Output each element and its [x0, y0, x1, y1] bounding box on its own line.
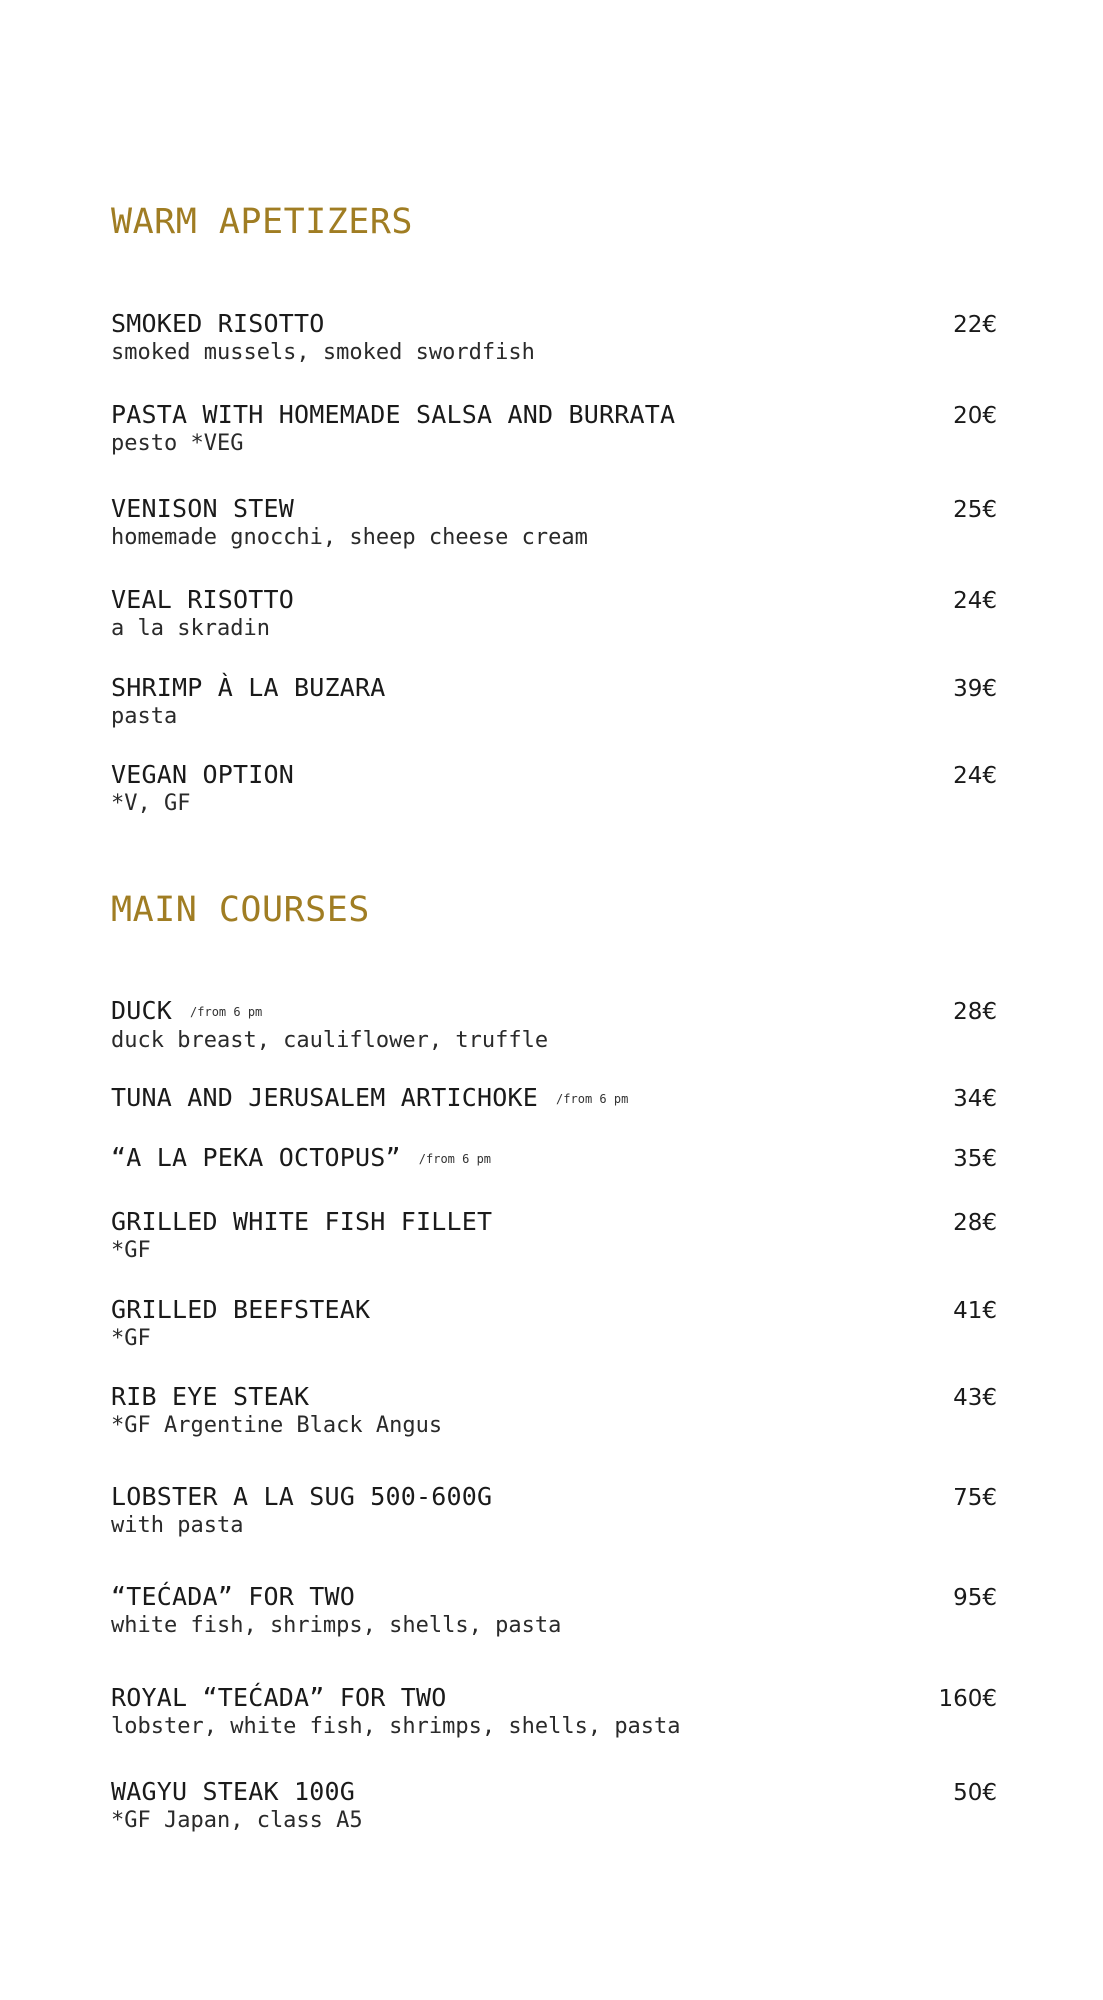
- item-price: 95€: [953, 1585, 997, 1611]
- item-description: a la skradin: [111, 616, 270, 641]
- menu-item: [111, 1482, 997, 1540]
- item-description: pesto *VEG: [111, 431, 244, 456]
- item-price: 39€: [953, 676, 997, 702]
- item-availability-note: /from 6 pm: [190, 1005, 263, 1019]
- item-price: 28€: [953, 1210, 997, 1236]
- item-price: 75€: [953, 1485, 997, 1511]
- item-name: ROYAL “TEĆADA” FOR TWO: [111, 1683, 447, 1712]
- item-description: *GF: [111, 1326, 151, 1351]
- item-availability-note: /from 6 pm: [556, 1092, 629, 1106]
- item-price: 160€: [938, 1686, 997, 1712]
- item-description: duck breast, cauliflower, truffle: [111, 1028, 549, 1053]
- item-description: homemade gnocchi, sheep cheese cream: [111, 525, 588, 550]
- item-description: *GF Japan, class A5: [111, 1808, 363, 1833]
- item-name: TUNA AND JERUSALEM ARTICHOKE: [111, 1083, 539, 1112]
- item-name: PASTA WITH HOMEMADE SALSA AND BURRATA: [111, 400, 676, 429]
- item-price: 24€: [953, 763, 997, 789]
- item-description: white fish, shrimps, shells, pasta: [111, 1613, 562, 1638]
- menu-item: [111, 1683, 997, 1741]
- item-price: 43€: [953, 1385, 997, 1411]
- item-price: 24€: [953, 588, 997, 614]
- item-description: pasta: [111, 704, 178, 729]
- item-name: VEAL RISOTTO: [111, 585, 295, 614]
- menu-item: [111, 1143, 997, 1174]
- menu-item: [111, 585, 997, 643]
- menu-item: [111, 1777, 997, 1835]
- menu-item: [111, 760, 997, 818]
- item-description: lobster, white fish, shrimps, shells, pasta: [111, 1714, 681, 1739]
- menu-item: [111, 673, 997, 731]
- item-name: WAGYU STEAK 100G: [111, 1777, 356, 1806]
- item-name: VENISON STEW: [111, 494, 295, 523]
- item-name: DUCK: [111, 996, 173, 1025]
- menu-item: [111, 1382, 997, 1440]
- menu-item: [111, 400, 997, 458]
- item-price: 34€: [953, 1086, 997, 1112]
- menu-item: [111, 494, 997, 552]
- item-description: *GF Argentine Black Angus: [111, 1413, 443, 1438]
- item-name-line: [111, 996, 997, 1027]
- item-name: LOBSTER A LA SUG 500-600G: [111, 1482, 493, 1511]
- menu-item: [111, 1207, 997, 1265]
- item-name: VEGAN OPTION: [111, 760, 295, 789]
- item-name: SHRIMP À LA BUZARA: [111, 673, 386, 702]
- item-description: smoked mussels, smoked swordfish: [111, 340, 535, 365]
- item-name-line: [111, 1143, 997, 1174]
- item-price: 20€: [953, 403, 997, 429]
- menu-item: [111, 1083, 997, 1114]
- item-name: “A LA PEKA OCTOPUS”: [111, 1143, 401, 1172]
- item-price: 35€: [953, 1146, 997, 1172]
- item-price: 28€: [953, 999, 997, 1025]
- menu-item: [111, 1582, 997, 1640]
- section-title-main-courses: MAIN COURSES: [111, 890, 370, 930]
- item-name: RIB EYE STEAK: [111, 1382, 310, 1411]
- item-availability-note: /from 6 pm: [418, 1152, 492, 1166]
- item-name: GRILLED BEEFSTEAK: [111, 1295, 371, 1324]
- item-name-line: [111, 1083, 997, 1114]
- item-price: 25€: [953, 497, 997, 523]
- item-description: with pasta: [111, 1513, 244, 1538]
- item-name: SMOKED RISOTTO: [111, 309, 325, 338]
- menu-item: [111, 309, 997, 367]
- item-description: *GF: [111, 1238, 151, 1263]
- item-description: *V, GF: [111, 791, 191, 816]
- menu-item: [111, 996, 997, 1055]
- item-price: 22€: [953, 312, 997, 338]
- item-price: 50€: [953, 1780, 997, 1806]
- item-name: GRILLED WHITE FISH FILLET: [111, 1207, 493, 1236]
- item-name: “TEĆADA” FOR TWO: [111, 1582, 356, 1611]
- item-price: 41€: [953, 1298, 997, 1324]
- menu-item: [111, 1295, 997, 1353]
- section-title-warm-apetizers: WARM APETIZERS: [111, 202, 414, 242]
